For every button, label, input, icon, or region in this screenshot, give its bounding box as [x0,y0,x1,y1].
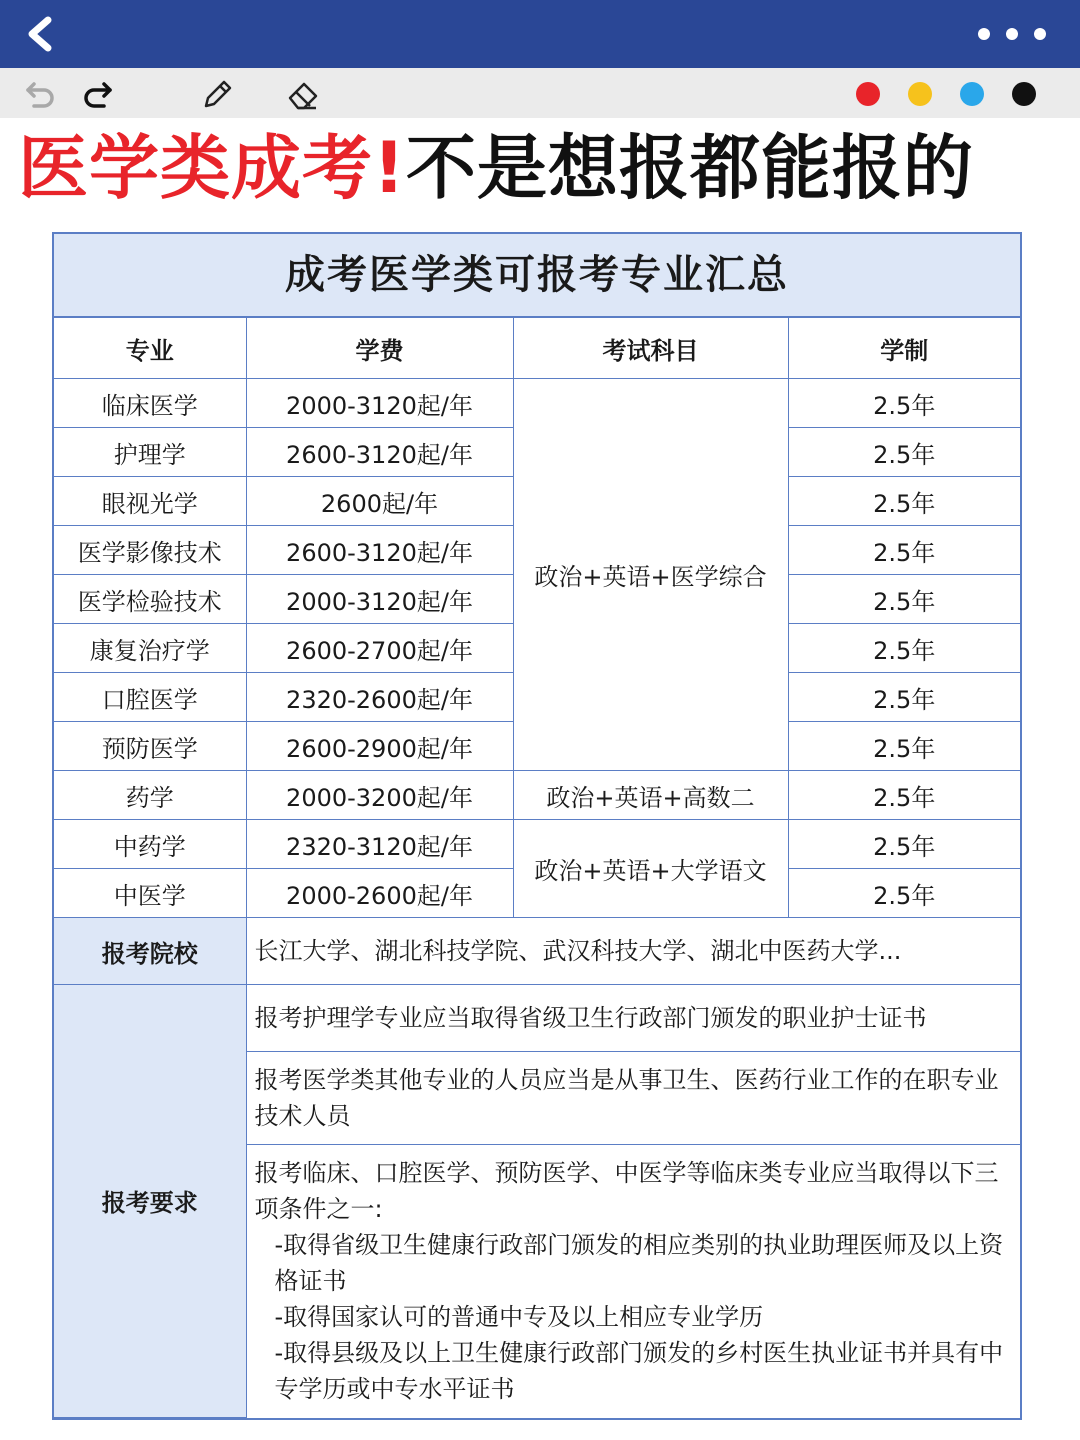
requirement-row [54,985,1020,1052]
major-cell: 临床医学 [54,379,246,428]
back-button[interactable] [18,12,62,56]
requirement-condition-item: -取得国家认可的普通中专及以上相应专业学历 [274,1303,764,1331]
requirement-clinical [246,1145,1020,1418]
major-cell: 药学 [54,771,246,820]
headline-red-part: 医学类成考! [18,127,406,209]
major-cell: 康复治疗学 [54,624,246,673]
fee-cell: 2600-2900起/年 [246,722,513,771]
eraser-tool-button[interactable] [284,76,320,112]
undo-icon [22,76,58,112]
table-row [54,379,1020,428]
color-swatch-red[interactable] [856,82,880,106]
schools-label: 报考院校 [54,918,246,985]
majors-summary-table [52,232,1022,1420]
pen-tool-button[interactable] [198,76,234,112]
fee-cell: 2320-3120起/年 [246,820,513,869]
top-app-bar [0,0,1080,68]
major-cell: 中医学 [54,869,246,918]
fee-cell: 2600-3120起/年 [246,526,513,575]
exam-cell: 政治+英语+大学语文 [513,820,788,918]
years-cell: 2.5年 [788,771,1020,820]
years-cell: 2.5年 [788,673,1020,722]
undo-button[interactable] [22,76,58,112]
chevron-left-icon [18,12,62,56]
major-cell: 眼视光学 [54,477,246,526]
years-cell: 2.5年 [788,624,1020,673]
fee-cell: 2600-2700起/年 [246,624,513,673]
years-cell: 2.5年 [788,428,1020,477]
major-cell: 中药学 [54,820,246,869]
years-cell: 2.5年 [788,869,1020,918]
redo-icon [80,76,116,112]
header-years: 学制 [788,318,1020,379]
header-exam: 考试科目 [513,318,788,379]
years-cell: 2.5年 [788,575,1020,624]
fee-cell: 2320-2600起/年 [246,673,513,722]
requirement-other-majors: 报考医学类其他专业的人员应当是从事卫生、医药行业工作的在职专业技术人员 [246,1052,1020,1145]
table-header-row [54,318,1020,379]
more-button[interactable] [974,22,1050,46]
drawing-toolbar [0,68,1080,118]
page-headline [18,122,1068,214]
table-row [54,771,1020,820]
exam-cell: 政治+英语+高数二 [513,771,788,820]
major-cell: 预防医学 [54,722,246,771]
requirement-nursing: 报考护理学专业应当取得省级卫生行政部门颁发的职业护士证书 [246,985,1020,1052]
major-cell: 医学检验技术 [54,575,246,624]
requirement-clinical-intro: 报考临床、口腔医学、预防医学、中医学等临床类专业应当取得以下三项条件之一: [254,1159,999,1223]
color-swatch-yellow[interactable] [908,82,932,106]
color-swatch-blue[interactable] [960,82,984,106]
schools-text: 长江大学、湖北科技学院、武汉科技大学、湖北中医药大学... [246,918,1020,985]
headline-black-part: 不是想报都能报的 [405,127,974,209]
header-fee: 学费 [246,318,513,379]
exam-cell: 政治+英语+医学综合 [513,379,788,771]
table-title: 成考医学类可报考专业汇总 [54,234,1020,318]
fee-cell: 2000-3120起/年 [246,575,513,624]
major-cell: 口腔医学 [54,673,246,722]
years-cell: 2.5年 [788,379,1020,428]
fee-cell: 2600-3120起/年 [246,428,513,477]
years-cell: 2.5年 [788,820,1020,869]
fee-cell: 2000-3120起/年 [246,379,513,428]
fee-cell: 2000-3200起/年 [246,771,513,820]
header-major: 专业 [54,318,246,379]
pencil-icon [198,76,234,112]
redo-button[interactable] [80,76,116,112]
schools-row [54,918,1020,985]
years-cell: 2.5年 [788,477,1020,526]
more-dots-icon [974,22,1050,46]
requirements-label: 报考要求 [54,985,246,1418]
table-row [54,820,1020,869]
years-cell: 2.5年 [788,526,1020,575]
majors-table [54,318,1020,1418]
color-swatch-black[interactable] [1012,82,1036,106]
major-cell: 护理学 [54,428,246,477]
requirement-condition-item: -取得县级及以上卫生健康行政部门颁发的乡村医生执业证书并具有中专学历或中专水平证书 [274,1339,1004,1403]
fee-cell: 2000-2600起/年 [246,869,513,918]
years-cell: 2.5年 [788,722,1020,771]
eraser-icon [284,76,320,112]
major-cell: 医学影像技术 [54,526,246,575]
fee-cell: 2600起/年 [246,477,513,526]
requirement-condition-item: -取得省级卫生健康行政部门颁发的相应类别的执业助理医师及以上资格证书 [274,1231,1004,1295]
